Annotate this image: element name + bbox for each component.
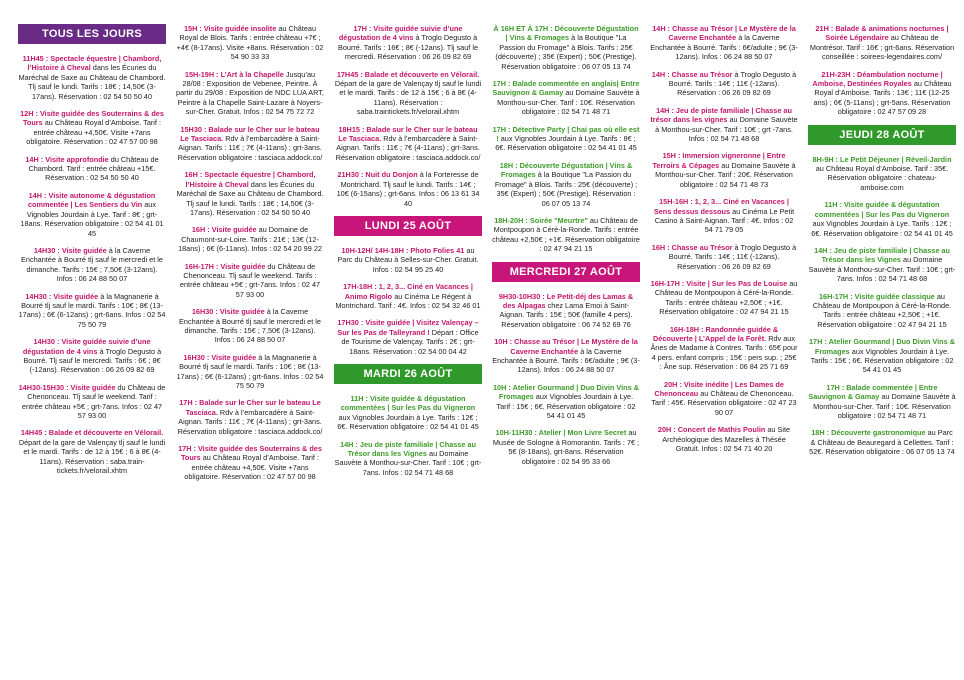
event-details: à la Caverne Enchantée à Bourré tlj sauf le mercredi et le dimanche. Tarifs : 15€ ; 7,50€ (3-12ans). Infos : 06 24 88 50 07 (179, 307, 321, 345)
event-title: 14H : Visite autonome & dégustation commentée | Les Sentiers du Vin (27, 190, 156, 210)
event-details: au Château de Chenonceau. Tarif : 45€. Réservation obligatoire : 02 47 23 90 07 (651, 389, 797, 417)
event-title: 21H-23H : Déambulation nocturne | Amboise, Destinées Royales (812, 69, 943, 89)
event-title: 17H45 : Balade et découverte en Vélorail. (336, 69, 480, 79)
event-details: dans les Écuries du Maréchal de Saxe au Château de Chambord. Tlj sauf le lundi. Tarifs : 18€ ; 14,50€ (3-17ans). Réservation : 02 54 50 50 40 (176, 179, 324, 217)
event-title: 11H : Visite guidée & dégustation commentées | Sur les Pas du Vigneron (340, 393, 476, 413)
event-title: 14H30-15H30 : Visite guidée (18, 382, 116, 392)
event-details: au Parc & Château de Beauregard à Cellettes. Tarif : 52€. Réservation obligatoire : 06 07 05 13 74 (809, 428, 955, 457)
event-title: 21H30 : Nuit du Donjon (337, 170, 418, 180)
column-3 (334, 24, 482, 485)
event-entry (334, 70, 482, 117)
event-title: 14H : Chasse au Trésor (651, 69, 733, 79)
event-entry (176, 262, 324, 300)
event-details: Départ de la gare de Valençay tlj sauf le lundi et le mardi. Tarifs : de 12 à 15€ ; 6 à 8€ (4-11ans). Réservation : saba.train-tickets.fr/velorail.xhtm (18, 437, 166, 476)
event-entry (176, 353, 324, 391)
event-details: au Château de Montpoupon à Céré-la-Ronde. Tarifs : entrée château +2,50€ ; +1€. Réservation obligatoire : 02 47 94 21 15 (812, 291, 952, 329)
column-4 (492, 24, 640, 474)
event-details: au Domaine Sauvète à Monthou-sur-Cher. Tarif : 10€ ; grt-7ans. Infos : 02 54 71 48 68 (334, 449, 482, 477)
event-title: 17H : Atelier Gourmand | Duo Divin Vins & Fromages (809, 337, 955, 356)
event-title: 16H-17H : Visite guidée (184, 261, 266, 271)
event-title: 15H : Visite guidée insolite (183, 24, 277, 33)
event-entry (334, 440, 482, 478)
event-entry (334, 125, 482, 163)
event-title: 10H-12H/ 14H-18H : Photo Folies 41 (341, 245, 465, 255)
event-details: au Domaine Sauvète à Monthou-sur-Cher. Tarif : 10€. Réservation obligatoire : 02 54 71 48 71 (813, 392, 956, 420)
event-details: aux Vignobles Jourdain à Lye. Tarifs : 8€ ; 6€. Réservation obligatoire : 02 54 41 01 45 (495, 134, 637, 153)
event-entry (650, 70, 798, 98)
event-details: à la Magnanerie à Bourré tlj sauf le mardi. Tarifs : 10€ ; 8€ (13-17ans) ; 6€ (6-12ans) ; grt-6ans. Infos : 02 54 75 50 79 (176, 352, 324, 390)
event-title: 17H30 : Visite guidée | Visitez Valençay – Sur les Pas de Talleyrand ! (337, 318, 479, 337)
event-details: au Cinéma Le Petit Casino à Saint-Aignan. Tarif : 4€. Infos : 02 54 71 79 05 (654, 206, 795, 235)
event-entry (650, 325, 798, 372)
event-entry (650, 243, 798, 271)
event-entry (492, 79, 640, 117)
event-entry (334, 170, 482, 208)
event-title: 12H : Visite guidée des Souterrains & des Tours (20, 109, 164, 128)
event-title: 17H : Balade commentée | Entre Sauvignon & Gamay (808, 382, 938, 402)
event-title: 11H : Visite guidée & dégustation commentées | Sur les Pas du Vigneron (814, 200, 950, 219)
event-title: 16H-17H : Visite guidée classique (818, 291, 935, 301)
event-entry (18, 155, 166, 183)
event-details: à la Magnanerie à Bourré tlj sauf le mardi. Tarifs : 10€ ; 8€ (13-17ans) ; 6€ (6-12ans) ; grt-6ans. Infos : 02 54 75 50 79 (18, 291, 166, 329)
event-details: au Château de Montrésor. Tarif : 16€ ; grt-6ans. Réservation conseillée : soirees-legendaires.com/ (809, 33, 955, 62)
column-2 (176, 24, 324, 490)
event-details: à la Caverne Enchantée à Bourré. Tarifs : 6€/adulte ; 9€ (3-12ans). Infos : 06 24 88 50 07 (650, 33, 798, 62)
event-title: 21H : Balade & animations nocturnes | Soirée Légendaire (815, 24, 949, 43)
event-entry (176, 125, 324, 163)
event-entry (176, 307, 324, 345)
event-entry (492, 216, 640, 254)
event-entry (650, 197, 798, 235)
event-title: 15H-16H : 1, 2, 3... Ciné en Vacances | Sens dessus dessous (653, 197, 789, 216)
event-entry (18, 337, 166, 375)
event-details: au Domaine Sauvète à Monthou-sur-Cher. Tarif : 10€. Réservation obligatoire : 02 54 71 48 71 (497, 88, 640, 117)
event-entry (334, 318, 482, 356)
event-entry (334, 282, 482, 310)
event-details: au Domaine Sauvète à Monthou-sur-Cher. Tarif : 20€. Réservation obligatoire : 02 54 71 48 73 (655, 160, 796, 189)
event-entry (808, 246, 956, 284)
event-title: 16H : Chasse au Trésor (651, 242, 733, 252)
event-details: à la Caverne Enchantée à Bourré. Tarifs : 6€/adulte ; 9€ (3-12ans). Infos : 06 24 88 50 07 (492, 346, 640, 375)
event-title: 14H30 : Visite guidée suivie d’une dégustation de 4 vins (22, 337, 151, 356)
event-entry (492, 337, 640, 375)
event-entry (18, 109, 166, 147)
event-entry (808, 383, 956, 421)
column-5 (650, 24, 798, 461)
event-entry (18, 54, 166, 101)
column-6 (808, 24, 956, 465)
event-details: à la Forteresse de Montrichard. Tlj sauf le lundi. Tarifs : 14€ ; 10€ (6-15ans) ; grt-6ans. Infos : 06 13 61 34 40 (336, 170, 480, 208)
event-title: 18H-20H : Soirée "Meurtre" (494, 215, 588, 225)
event-details: aux Vignobles Jourdain à Lye. Tarifs : 15€ ; 6€. Réservation obligatoire : 02 54 41 01 45 (810, 346, 954, 375)
event-title: 10H-11H30 : Atelier | Mon Livre Secret (495, 428, 627, 438)
event-entry (176, 225, 324, 253)
event-title: 16H-17H : Visite | Sur les Pas de Louise (650, 278, 788, 288)
event-details: Jusqu’au 28/08 : Exposition de Vebenee, Peintre. À partir du 29/08 : Exposition de NDC LUA ART, Peintre à la Chapelle Saint-Lazare à Noyers-sur-Cher. Gratuit. Infos : 02 54 75 72 72 (176, 69, 324, 117)
event-details: au Domaine de Chaumont-sur-Loire. Tarifs : 21€ ; 13€ (12-18ans) ; 6€ (6-11ans). Infos : 02 54 20 99 22 (178, 225, 322, 254)
event-title: 20H : Visite inédite | Les Dames de Chenonceau (654, 379, 784, 398)
event-entry (650, 380, 798, 418)
event-entry (492, 428, 640, 466)
event-title: 14H45 : Balade et découverte en Vélorail. (20, 428, 164, 438)
event-entry (650, 279, 798, 317)
event-title: 17H : Visite guidée suivie d’une dégustation de 4 vins (338, 24, 463, 43)
event-title: 17H-18H : 1, 2, 3... Ciné en Vacances | Animo Rigolo (343, 282, 473, 301)
event-title: 9H30-10H30 : Le Petit-déj des Lamas & des Alpagas (498, 291, 634, 310)
event-entry (808, 428, 956, 456)
event-title: 18H15 : Balade sur le Cher sur le bateau Le Tasciaca. (338, 124, 478, 144)
event-details: du Château de Chenonceau. Tlj sauf le weekend. Tarif : entrée château +5€ ; grt-7ans. Infos : 02 47 57 93 00 (21, 382, 166, 420)
event-entry (334, 394, 482, 432)
event-details: chez Lama Emoi à Saint-Aignan. Tarifs : 15€ ; 50€ (famille 4 pers). Réservation obligatoire : 06 74 52 69 76 (499, 300, 633, 329)
event-details: du Château de Chenonceau. Tlj sauf le weekend. Tarifs : entrée château +5€ ; grt-7ans. Infos : 02 47 57 93 00 (179, 261, 321, 299)
event-entry (18, 246, 166, 284)
day-header: JEUDI 28 AOÛT (808, 125, 956, 145)
event-details: à Troglo Degusto à Bourré. Tarifs : 14€ ; 11€ (-12ans). Réservation : 06 26 09 82 69 (668, 69, 797, 98)
event-entry (492, 24, 640, 71)
event-details: au Château de Montpoupon à Céré-la-Ronde. Tarifs : entrée château +2,50€ ; +1€. Réservation obligatoire : 02 47 94 21 15 (654, 278, 798, 317)
event-details: Rdv à l’embarcadère à Saint-Aignan. Tarifs : 11€ ; 7€ (4-11ans) ; grt-3ans. Réservation obligatoire : tasciaca.addock.co/ (177, 407, 323, 436)
event-details: dans les Écuries du Maréchal de Saxe au Château de Chambord. Tlj sauf le lundi. Tarifs : 18€ ; 14,50€ (3-17ans). Réservation : 02 54 50 50 40 (18, 63, 166, 101)
event-title: 17H : Visite guidée des Souterrains & des Tours (178, 444, 322, 463)
event-title: 16H : Visite guidée (191, 225, 257, 235)
event-entry (176, 24, 324, 62)
event-entry (650, 24, 798, 62)
event-entry (176, 444, 324, 482)
event-details: aux Vignobles Jourdain à Lye. Tarifs : 12€ ; 6€. Réservation obligatoire : 02 54 41 01 45 (337, 412, 479, 432)
event-title: 18H : Découverte Dégustation | Vins & Fromages (499, 160, 633, 180)
event-details: au Château Royal d’Amboise. Tarif : entrée château +4,50€. Visite +7ans obligatoire. Réservation : 02 47 57 00 98 (26, 118, 162, 147)
event-details: à la Boutique "La Passion du Fromage" à Blois. Tarifs : 25€ (découverte) ; 35€ (Expert) ; 50€ (Prestige). Réservation : 06 07 05 13 74 (494, 170, 638, 208)
event-entry (334, 24, 482, 62)
event-details: aux Vignobles Jourdain à Lye. Tarif : 15€ ; 6€. Réservation obligatoire : 02 54 41 01 45 (496, 392, 636, 420)
event-entry (808, 337, 956, 375)
event-title: 14H : Chasse au Trésor | Le Mystère de la Caverne Enchantée (652, 24, 796, 43)
event-entry (176, 70, 324, 117)
event-title: 20H : Concert de Mathis Poulin (657, 425, 766, 435)
event-details: au Domaine Sauvète à Monthou-sur-Cher. Tarif : 10€ ; grt-7ans. Infos : 02 54 71 48 68 (808, 255, 956, 284)
event-title: 14H30 : Visite guidée (33, 245, 107, 255)
event-title: 17H : Détective Party | Chai pas où elle est ! (492, 124, 640, 144)
event-entry (808, 70, 956, 117)
event-entry (334, 246, 482, 274)
event-details: au Cinéma Le Régent à Montrichard. Tarif : 4€. Infos : 02 54 32 46 01 (335, 291, 481, 310)
event-entry (492, 161, 640, 208)
day-header: TOUS LES JOURS (18, 24, 166, 44)
event-entry (650, 151, 798, 189)
event-entry (492, 383, 640, 421)
event-title: 17H : Balade commentée en anglais| Entre Sauvignon & Gamay (492, 79, 640, 98)
event-entry (176, 398, 324, 436)
event-details: au Château Royal d’Amboise. Tarif : 35€. Réservation obligatoire : chateau-amboise.com (815, 164, 949, 192)
event-details: aux Vignobles Jourdain à Lye. Tarif : 8€ ; grt-18ans. Réservation obligatoire : 02 54 41 01 45 (20, 200, 164, 238)
event-title: 17H : Balade sur le Cher sur le bateau Le Tasciaca. (179, 398, 321, 417)
event-title: 15H30 : Balade sur le Cher sur le bateau Le Tasciaca. (180, 124, 320, 144)
event-entry (650, 425, 798, 453)
event-details: Rdv aux Ânes de Madame à Contres. Tarifs : 65€ pour 4 pers. enfant compris ; 15€ : pers sup. ; 25€ : Âne sup. Réservation : 06 84 25 71 69 (650, 333, 798, 372)
day-header: MARDI 26 AOÛT (334, 364, 482, 384)
event-title: 14H : Jeu de piste familiale | Chasse au trésor dans les vignes (650, 105, 792, 125)
event-details: au Domaine Sauvète à Monthou-sur-Cher. Tarif : 10€ ; grt -7ans. Infos : 02 54 71 48 68 (655, 115, 798, 144)
event-details: à Troglo Degusto à Bourré. Tlj sauf le mercredi. Tarifs : 6€ ; 8€ (-12ans). Réservation : 06 26 09 82 69 (23, 346, 162, 375)
event-title: 14H : Jeu de piste familiale | Chasse au Trésor dans les Vignes (814, 245, 950, 265)
event-title: 16H30 : Visite guidée (191, 307, 265, 317)
event-entry (18, 292, 166, 330)
event-title: 18H : Découverte gastronomique (811, 428, 926, 438)
event-details: au Château de Montpoupon à Céré-la-Ronde. Tarifs : entrée château +2,50€ ; +1€. Réservation obligatoire : 02 47 94 21 15 (492, 215, 640, 254)
event-title: 11H45 : Spectacle équestre | Chambord, l’Histoire à Cheval (22, 54, 162, 73)
event-details: à la Boutique "La Passion du Fromage" à Blois. Tarifs : 25€ (découverte) ; 35€ (Expert) ; 50€ (Prestige). Réservation obligatoire : 06 07 05 13 74 (495, 33, 637, 71)
event-details: au Château Royal d’Amboise. Tarifs : 13€ ; 11€ (12-25 ans) ; 6€ (5-11ans) ; grt-5ans. Réservation obligatoire : 02 47 57 09 28 (813, 79, 952, 117)
day-header: LUNDI 25 AOÛT (334, 216, 482, 236)
event-title: 15H-19H : L’Art à la Chapelle (184, 69, 284, 79)
event-title: À 16H ET À 17H : Découverte Dégustation | Vins & Fromages (493, 24, 639, 43)
event-entry (808, 292, 956, 330)
event-details: au Château Royal d’Amboise. Tarif : entrée château +4,50€. Visite +7ans obligatoire. Réservation : 02 47 57 00 98 (184, 453, 320, 482)
event-details: au Parc du Château à Selles-sur-Cher. Gratuit. Infos : 02 54 95 25 40 (337, 245, 479, 274)
event-details: à la Caverne Enchantée à Bourré tlj sauf le mercredi et le dimanche. Tarifs : 15€ ; 7,50€ (3-12ans). Infos : 06 24 88 50 07 (21, 245, 163, 284)
event-title: 16H-18H : Randonnée guidée & Découverte | L’Appel de la Forêt. (653, 324, 779, 343)
event-title: 10H : Chasse au Trésor | Le Mystère de la Caverne Enchantée (494, 337, 638, 356)
event-details: Rdv à l’embarcadère à Saint-Aignan. Tarifs : 11€ ; 7€ (4-11ans) ; grt-3ans. Réservation obligatoire : tasciaca.addock.co/ (335, 134, 481, 162)
event-entry (18, 383, 166, 421)
event-details: à Troglo Degusto à Bourré. Tarifs : 16€ ; 8€ (-12ans). Tlj sauf le mercredi. Réservation : 06 26 09 82 69 (337, 33, 479, 62)
event-title: 10H : Atelier Gourmand | Duo Divin Vins & Fromages (493, 382, 639, 402)
event-entry (18, 428, 166, 475)
event-details: Départ de la gare de Valençay tlj sauf le lundi et le mardi. Tarifs : de 12 à 15€ ; 6 à 8€ (4-11ans). Réservation : saba.traintickets.fr/velorail.xhtm (334, 79, 482, 117)
event-entry (18, 191, 166, 238)
event-details: au Musée de Sologne à Romorantin. Tarifs : 7€ ; 5€ (8-18ans), grt-8ans. Réservation obligatoire : 02 54 95 33 66 (492, 428, 640, 466)
event-details: au Château Royal de Blois. Tarifs : entrée château +7€ ; +4€ (8-17ans). Visite +8ans. Réservation : 02 54 90 33 33 (176, 24, 324, 62)
event-title: 16H : Spectacle équestre | Chambord, l’Histoire à Cheval (184, 170, 316, 189)
event-entry (492, 125, 640, 153)
event-entry (176, 170, 324, 217)
event-title: 15H : Immersion vigneronne | Entre Terroirs & Cépages (652, 151, 786, 170)
event-details: Départ : Office de Tourisme de Valençay. Tarifs : 2€ ; grt-18ans. Réservation : 02 54 00 04 42 (341, 327, 479, 356)
event-entry (808, 155, 956, 193)
column-1 (18, 24, 166, 483)
event-title: 14H : Jeu de piste familiale | Chasse au Trésor dans les Vignes (340, 439, 476, 458)
event-details: au Site Archéologique des Mazelles à Thésée Gratuit. Infos : 02 54 71 40 20 (662, 425, 791, 454)
event-title: 16H30 : Visite guidée (183, 352, 257, 362)
event-details: à Troglo Degusto à Bourré. Tarifs : 14€ ; 11€ (-12ans). Réservation : 06 26 09 82 69 (668, 242, 797, 271)
day-header: MERCREDI 27 AOÛT (492, 262, 640, 282)
event-entry (650, 106, 798, 144)
event-entry (808, 24, 956, 62)
event-title: 14H : Visite approfondie (25, 154, 109, 164)
event-title: 8H-9H : Le Petit Déjeuner | Réveil-Jardin (812, 154, 952, 164)
event-title: 14H30 : Visite guidée (25, 291, 99, 301)
event-details: aux Vignobles Jourdain à Lye. Tarifs : 12€ ; 6€. Réservation obligatoire : 02 54 41 01 45 (811, 219, 953, 238)
event-details: du Château de Chambord. Tarif : entrée château +15€. Réservation : 02 54 50 50 40 (28, 154, 159, 183)
event-details: Rdv à l’embarcadère à Saint-Aignan. Tarifs : 11€ ; 7€ (4-11ans) ; grt-3ans. Réservation obligatoire : tasciaca.addock.co/ (177, 134, 323, 162)
event-entry (808, 200, 956, 238)
event-entry (492, 292, 640, 330)
